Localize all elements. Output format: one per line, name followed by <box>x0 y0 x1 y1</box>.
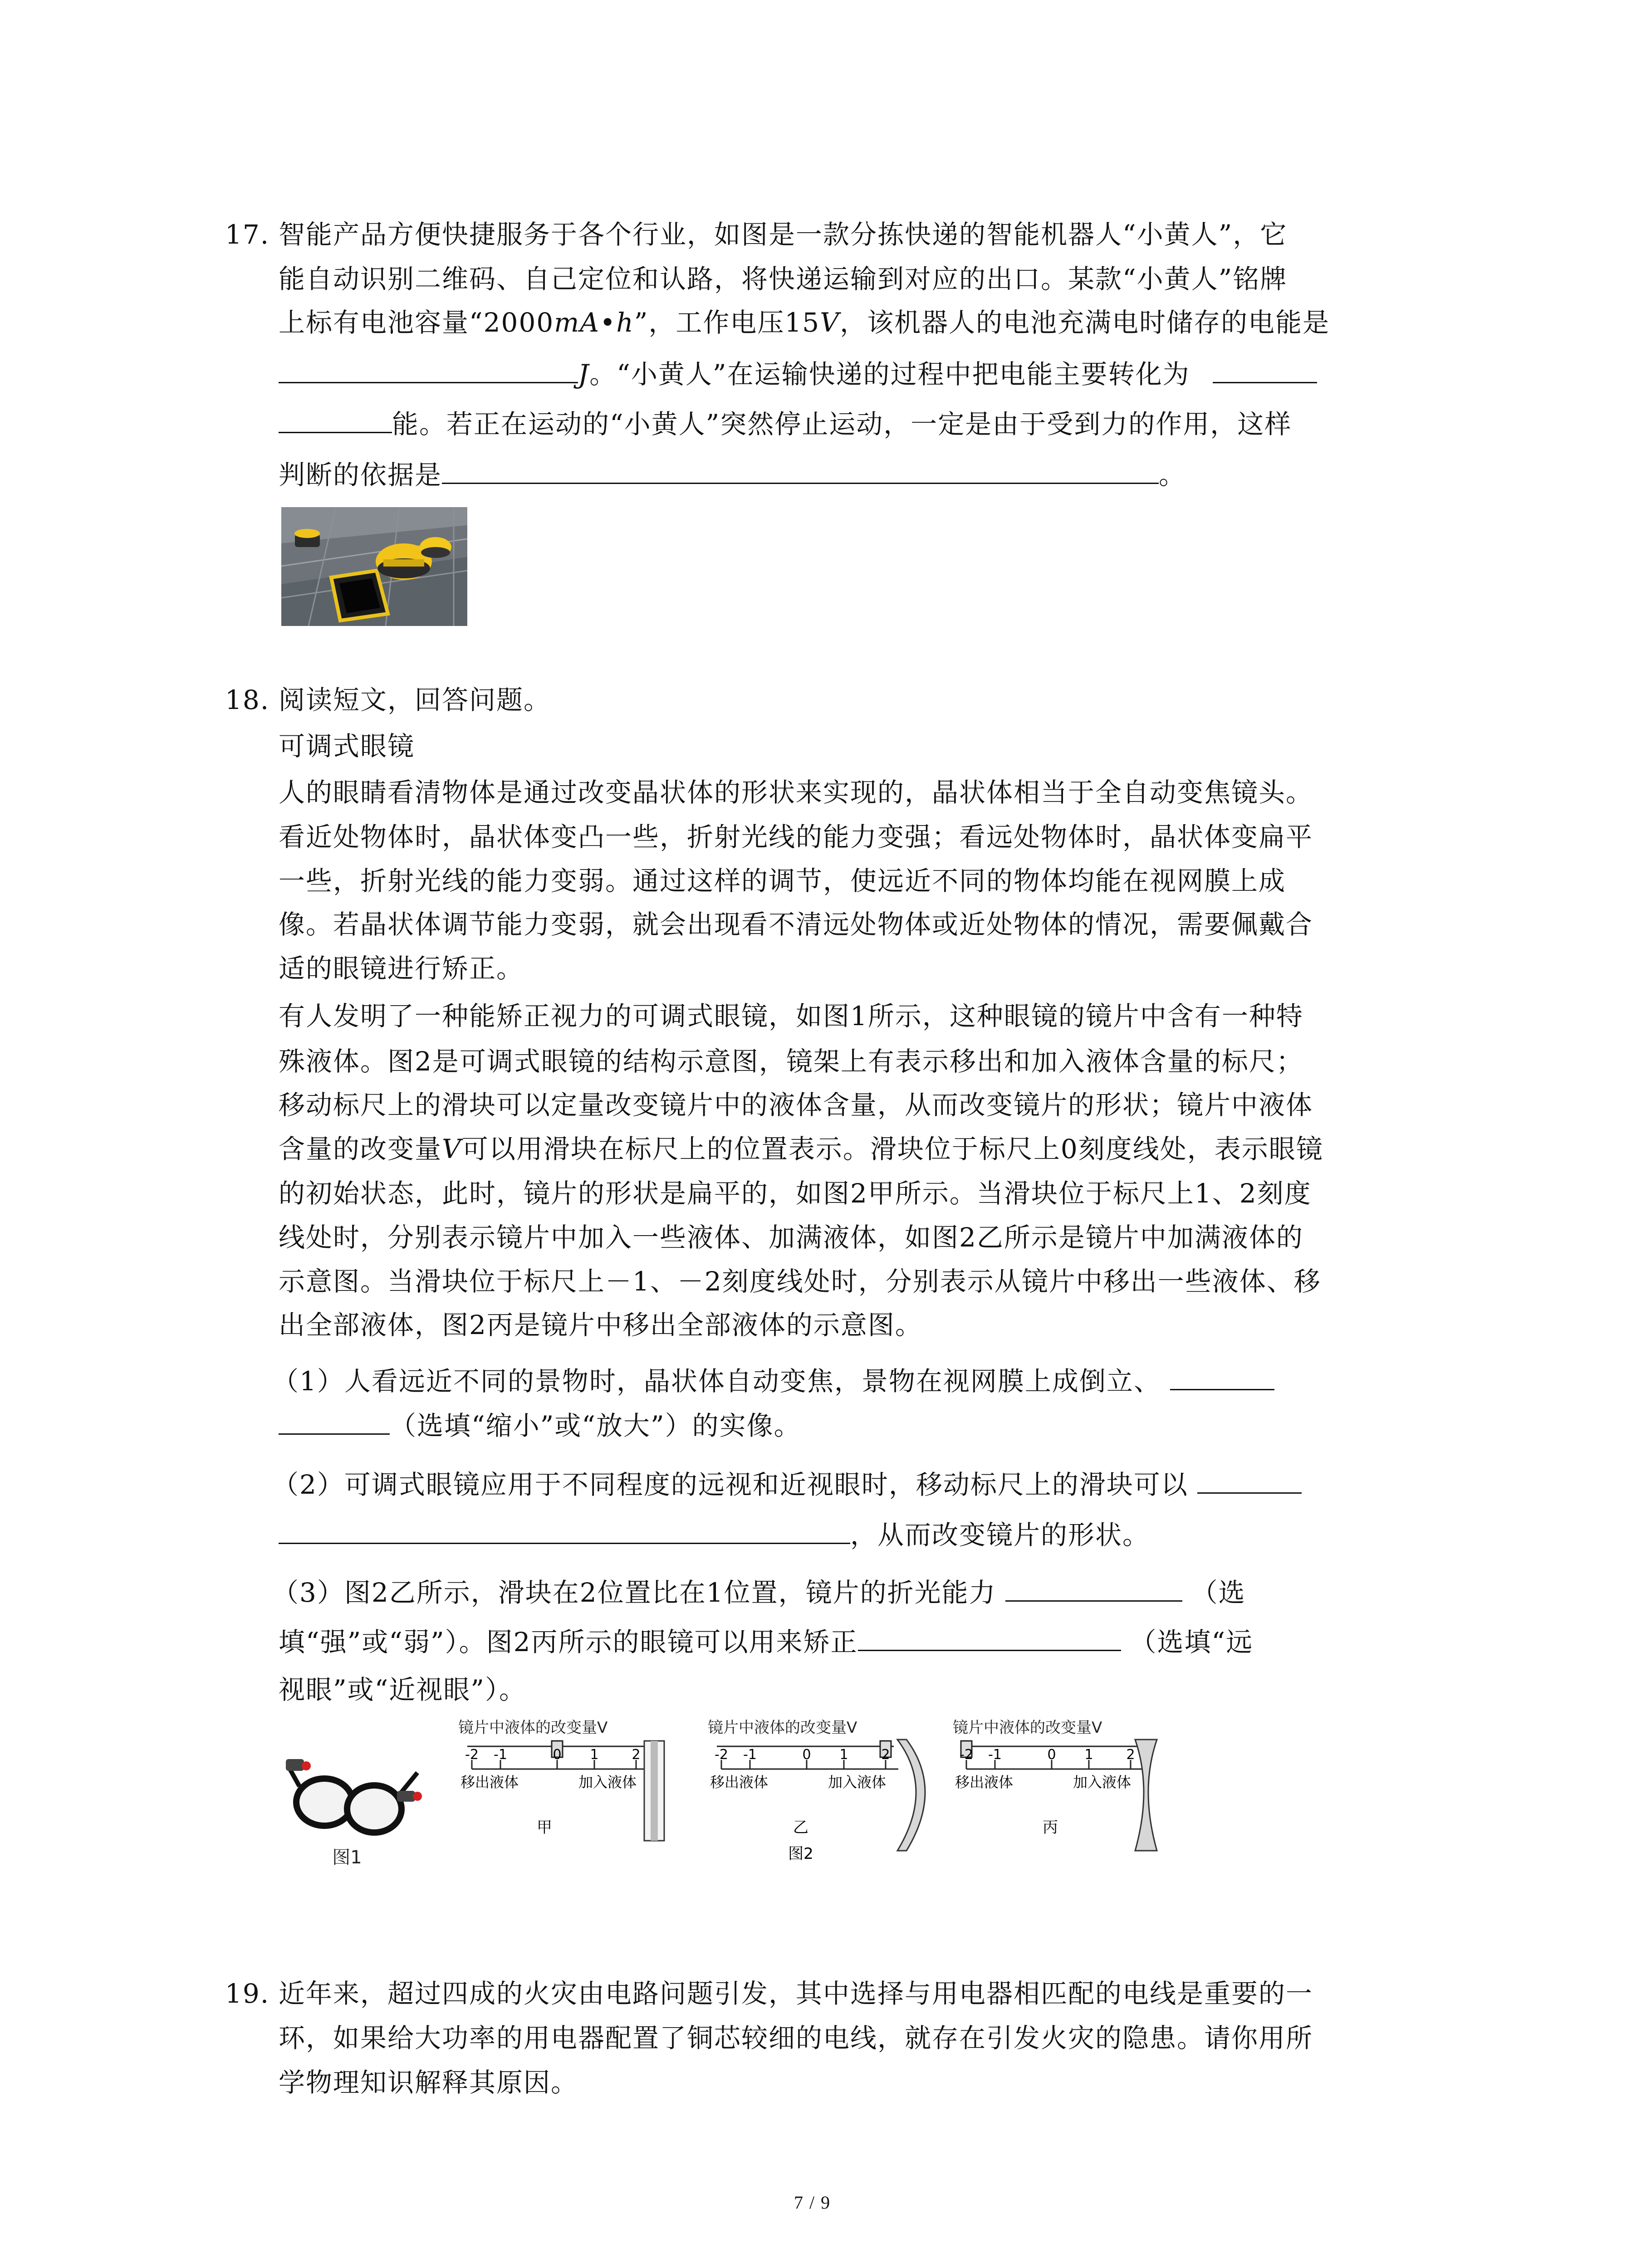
svg-text:1: 1 <box>1084 1747 1093 1763</box>
svg-text:0: 0 <box>1047 1747 1056 1763</box>
sub-label-yi: 乙 <box>793 1818 808 1837</box>
q18-sub2-l2: ，从而改变镜片的形状。 <box>279 1519 1150 1551</box>
fig1-caption: 图1 <box>332 1847 362 1868</box>
sub-label-bing: 丙 <box>1043 1818 1058 1837</box>
svg-text:加入液体: 加入液体 <box>828 1774 887 1791</box>
article-p2-l5: 的初始状态，此时，镜片的形状是扁平的，如图2甲所示。当滑块位于标尺上1、2刻度 <box>279 1178 1312 1209</box>
q17-number: 17. <box>225 219 270 250</box>
svg-text:-2: -2 <box>465 1747 479 1763</box>
article-p1-l2: 看近处物体时，晶状体变凸一些，折射光线的能力变强；看远处物体时，晶状体变扁平 <box>279 821 1313 852</box>
svg-text:加入液体: 加入液体 <box>1073 1774 1132 1791</box>
q19-line1: 19. 近年来，超过四成的火灾由电路问题引发，其中选择与用电器相匹配的电线是重要的一 <box>225 1978 1313 2009</box>
q18-sub3-l2: 填“强”或“弱”）。图2丙所示的眼镜可以用来矫正 （选填“远 <box>279 1627 1254 1657</box>
q18-number: 18. <box>225 684 270 715</box>
q17-blank-energy[interactable] <box>279 360 578 383</box>
svg-text:1: 1 <box>590 1747 599 1763</box>
fig2-panel-yi <box>708 1719 925 1863</box>
svg-text:2: 2 <box>632 1747 641 1763</box>
q17-blank-form-b[interactable] <box>279 410 392 433</box>
article-p1-l5: 适的眼镜进行矫正。 <box>279 953 524 984</box>
article-title: 可调式眼镜 <box>279 731 415 762</box>
q17-line2: 能自动识别二维码、自己定位和认路，将快递运输到对应的出口。某款“小黄人”铭牌 <box>279 264 1288 294</box>
figure-2 <box>458 1715 1166 1878</box>
q19-line3: 学物理知识解释其原因。 <box>279 2067 578 2098</box>
q18-line-intro: 18. 阅读短文，回答问题。 <box>225 684 551 715</box>
svg-text:2: 2 <box>1126 1747 1135 1763</box>
svg-text:0: 0 <box>802 1747 811 1763</box>
fig2-panel-bing <box>953 1719 1157 1851</box>
q17-line6: 判断的依据是 。 <box>279 459 1186 490</box>
q18-blank-3a[interactable] <box>1005 1579 1182 1602</box>
q17-line3: 上标有电池容量“2000mA•h”，工作电压15V，该机器人的电池充满电时储存的电能是 <box>279 307 1330 338</box>
q19-number: 19. <box>225 1978 270 2009</box>
q17-blank-form-a[interactable] <box>1213 360 1317 383</box>
robot-photo <box>281 507 467 626</box>
glasses-illustration <box>281 1741 431 1877</box>
page-number: 7 / 9 <box>794 2192 831 2213</box>
q18-blank-2b[interactable] <box>279 1521 850 1544</box>
sub-label-jia: 甲 <box>537 1818 552 1837</box>
svg-text:加入液体: 加入液体 <box>578 1774 637 1791</box>
q17-line5: 能。若正在运动的“小黄人”突然停止运动，一定是由于受到力的作用，这样 <box>279 408 1292 440</box>
article-p1-l4: 像。若晶状体调节能力变弱，就会出现看不清远处物体或近处物体的情况，需要佩戴合 <box>279 909 1313 940</box>
article-p2-l3: 移动标尺上的滑块可以定量改变镜片中的液体含量，从而改变镜片的形状；镜片中液体 <box>279 1090 1313 1120</box>
article-p2-l7: 示意图。当滑块位于标尺上－1、－2刻度线处时，分别表示从镜片中移出一些液体、移 <box>279 1266 1321 1297</box>
q18-blank-3b[interactable] <box>858 1628 1121 1651</box>
q18-blank-1b[interactable] <box>279 1412 390 1435</box>
q18-sub3-l1: （3）图2乙所示，滑块在2位置比在1位置，镜片的折光能力 （选 <box>272 1577 1246 1608</box>
article-p1-l3: 一些，折射光线的能力变弱。通过这样的调节，使远近不同的物体均能在视网膜上成 <box>279 865 1286 896</box>
q18-blank-1a[interactable] <box>1170 1367 1274 1390</box>
svg-text:1: 1 <box>839 1747 848 1763</box>
q18-sub1-l2: （选填“缩小”或“放大”）的实像。 <box>279 1410 801 1442</box>
q18-sub2-l1: （2）可调式眼镜应用于不同程度的远视和近视眼时，移动标尺上的滑块可以 <box>272 1469 1302 1501</box>
svg-text:-2: -2 <box>715 1747 728 1763</box>
article-p2-l6: 线处时，分别表示镜片中加入一些液体、加满液体，如图2乙所示是镜片中加满液体的 <box>279 1222 1303 1253</box>
q19-line2: 环，如果给大功率的用电器配置了铜芯较细的电线，就存在引发火灾的隐患。请你用所 <box>279 2023 1313 2053</box>
figure-1 <box>281 1741 431 1877</box>
svg-text:镜片中液体的改变量V: 镜片中液体的改变量V <box>953 1719 1102 1737</box>
svg-text:2: 2 <box>881 1747 890 1763</box>
q17-line4: J。“小黄人”在运输快递的过程中把电能主要转化为 <box>279 358 1317 390</box>
q18-blank-2a[interactable] <box>1197 1471 1302 1494</box>
svg-text:0: 0 <box>553 1747 562 1763</box>
scale-title: 镜片中液体的改变量V <box>458 1719 608 1737</box>
article-p1-l1: 人的眼睛看清物体是通过改变晶状体的形状来实现的，晶状体相当于全自动变焦镜头。 <box>279 777 1313 808</box>
article-p2-l4: 含量的改变量V可以用滑块在标尺上的位置表示。滑块位于标尺上0刻度线处，表示眼镜 <box>279 1134 1323 1164</box>
svg-text:-2: -2 <box>960 1747 973 1763</box>
article-p2-l8: 出全部液体，图2丙是镜片中移出全部液体的示意图。 <box>279 1310 922 1340</box>
svg-text:镜片中液体的改变量V: 镜片中液体的改变量V <box>708 1719 857 1737</box>
q18-sub1-l1: （1）人看远近不同的景物时，晶状体自动变焦，景物在视网膜上成倒立、 <box>272 1365 1274 1397</box>
svg-text:移出液体: 移出液体 <box>710 1774 769 1791</box>
fig2-panel-jia <box>458 1719 664 1841</box>
fig2-caption: 图2 <box>788 1845 813 1863</box>
svg-text:移出液体: 移出液体 <box>460 1774 519 1791</box>
svg-text:-1: -1 <box>988 1747 1002 1763</box>
svg-text:-1: -1 <box>743 1747 757 1763</box>
q18-sub3-l3: 视眼”或“近视眼”）。 <box>279 1674 526 1705</box>
svg-text:移出液体: 移出液体 <box>955 1774 1014 1791</box>
svg-text:-1: -1 <box>494 1747 507 1763</box>
q17-line1: 17. 智能产品方便快捷服务于各个行业，如图是一款分拣快递的智能机器人“小黄人”，它 <box>225 219 1288 250</box>
article-p2-l2: 殊液体。图2是可调式眼镜的结构示意图，镜架上有表示移出和加入液体含量的标尺； <box>279 1046 1303 1077</box>
article-p2-l1: 有人发明了一种能矫正视力的可调式眼镜，如图1所示，这种眼镜的镜片中含有一种特 <box>279 1001 1303 1031</box>
q17-blank-reason[interactable] <box>442 461 1159 484</box>
